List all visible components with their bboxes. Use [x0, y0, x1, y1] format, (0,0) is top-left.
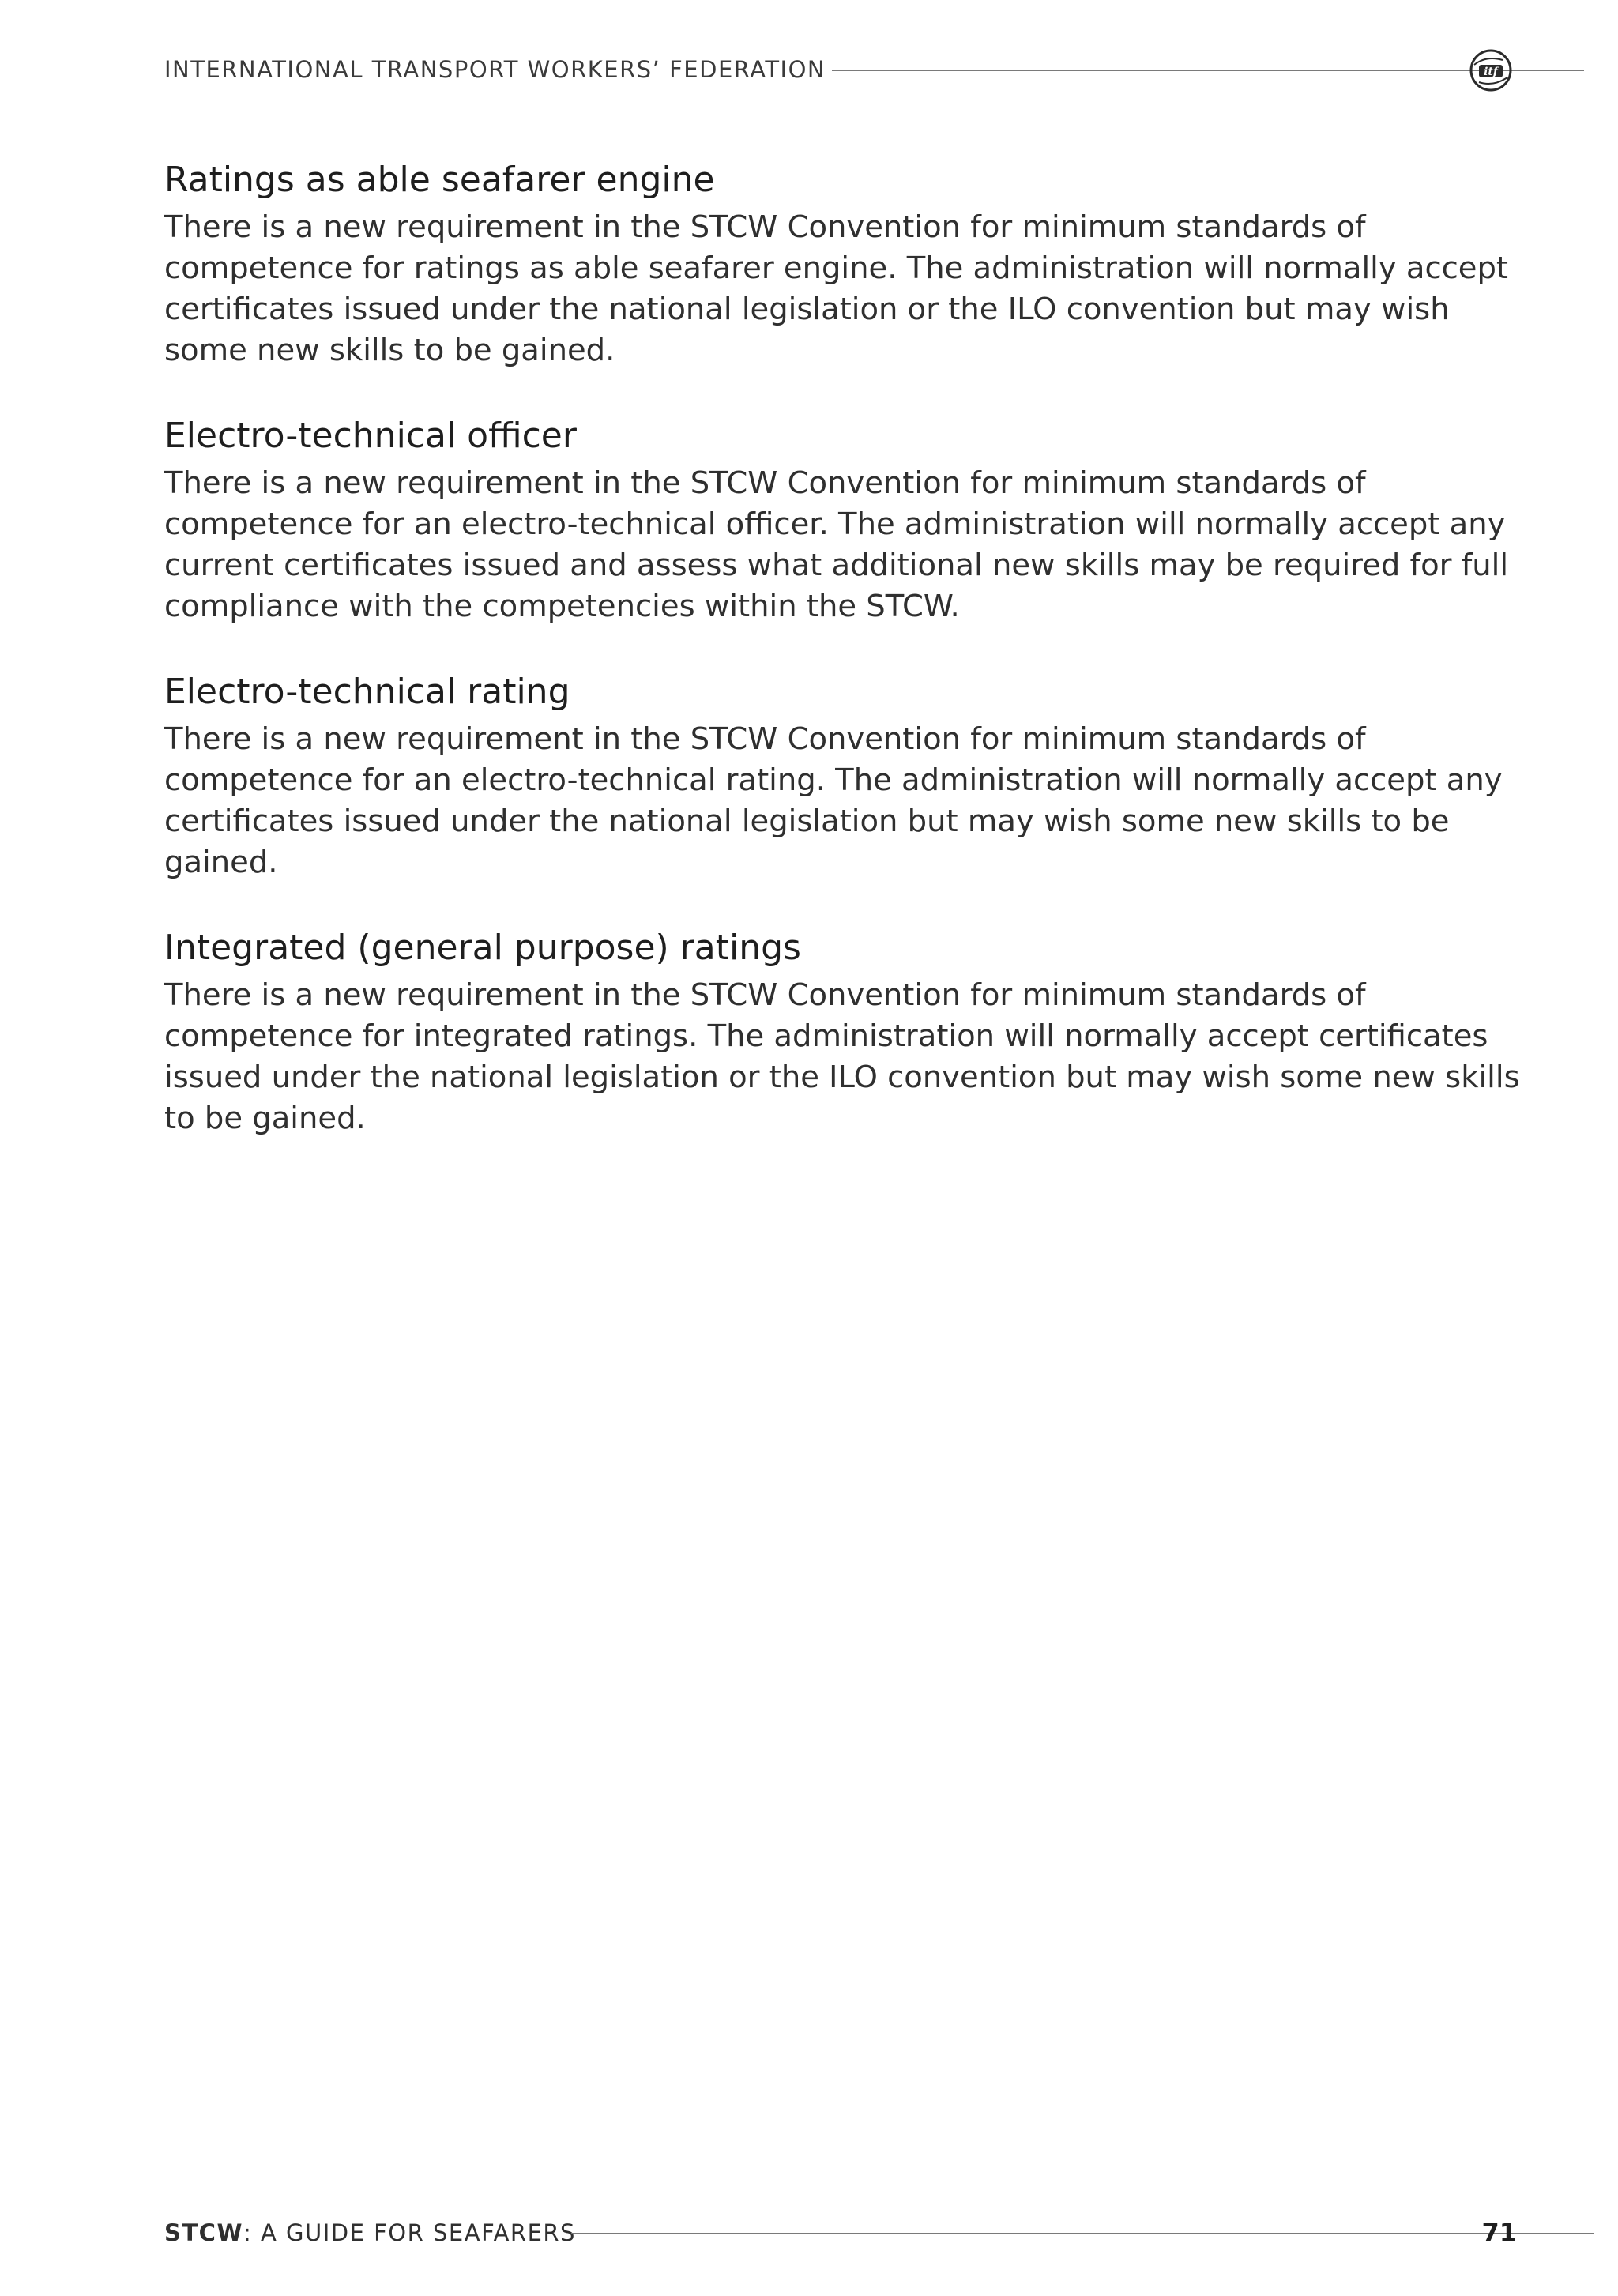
section-body: There is a new requirement in the STCW Convention for minimum standards of competence for an electro-technical rating. The administration will normally accept any certificates issued under the national legislation but may wish some new skills to be gained.	[164, 721, 1503, 880]
footer-title	[164, 2215, 576, 2250]
header-title: INTERNATIONAL TRANSPORT WORKERS’ FEDERATION	[164, 56, 826, 83]
section-body: There is a new requirement in the STCW Convention for minimum standards of competence for an electro-technical officer. The administration will normally accept any current certificates issued and assess what additional new skills may be required for full compliance with the competencies within the STCW.	[164, 465, 1509, 624]
section-heading: Ratings as able seafarer engine	[164, 160, 715, 200]
section-heading: Integrated (general purpose) ratings	[164, 928, 801, 968]
logo-text: itf	[1484, 66, 1498, 78]
section-integrated-ratings	[164, 923, 1523, 1139]
section-heading: Electro-technical rating	[164, 672, 570, 712]
footer-divider	[571, 2233, 1594, 2234]
section-electro-technical-rating	[164, 667, 1523, 883]
section-body: There is a new requirement in the STCW Convention for minimum standards of competence for ratings as able seafarer engine. The administration will normally accept certificates issued under the national legislation or the ILO convention but may wish some new skills to be gained.	[164, 209, 1509, 368]
section-heading: Electro-technical officer	[164, 416, 577, 456]
section-electro-technical-officer	[164, 411, 1523, 627]
footer-title-rest: : A GUIDE FOR SEAFARERS	[243, 2219, 576, 2246]
itf-globe-logo-icon	[1468, 47, 1514, 93]
page-header	[164, 52, 1517, 87]
section-able-seafarer-engine	[164, 155, 1523, 371]
section-body: There is a new requirement in the STCW Convention for minimum standards of competence for integrated ratings. The administration will normally accept certificates issued under the national legislation or the ILO convention but may wish some new skills to be gained.	[164, 977, 1520, 1136]
page-footer	[164, 2215, 1517, 2250]
page-number: 71	[1481, 2218, 1517, 2248]
footer-title-bold: STCW	[164, 2219, 243, 2246]
main-content	[164, 155, 1523, 1179]
